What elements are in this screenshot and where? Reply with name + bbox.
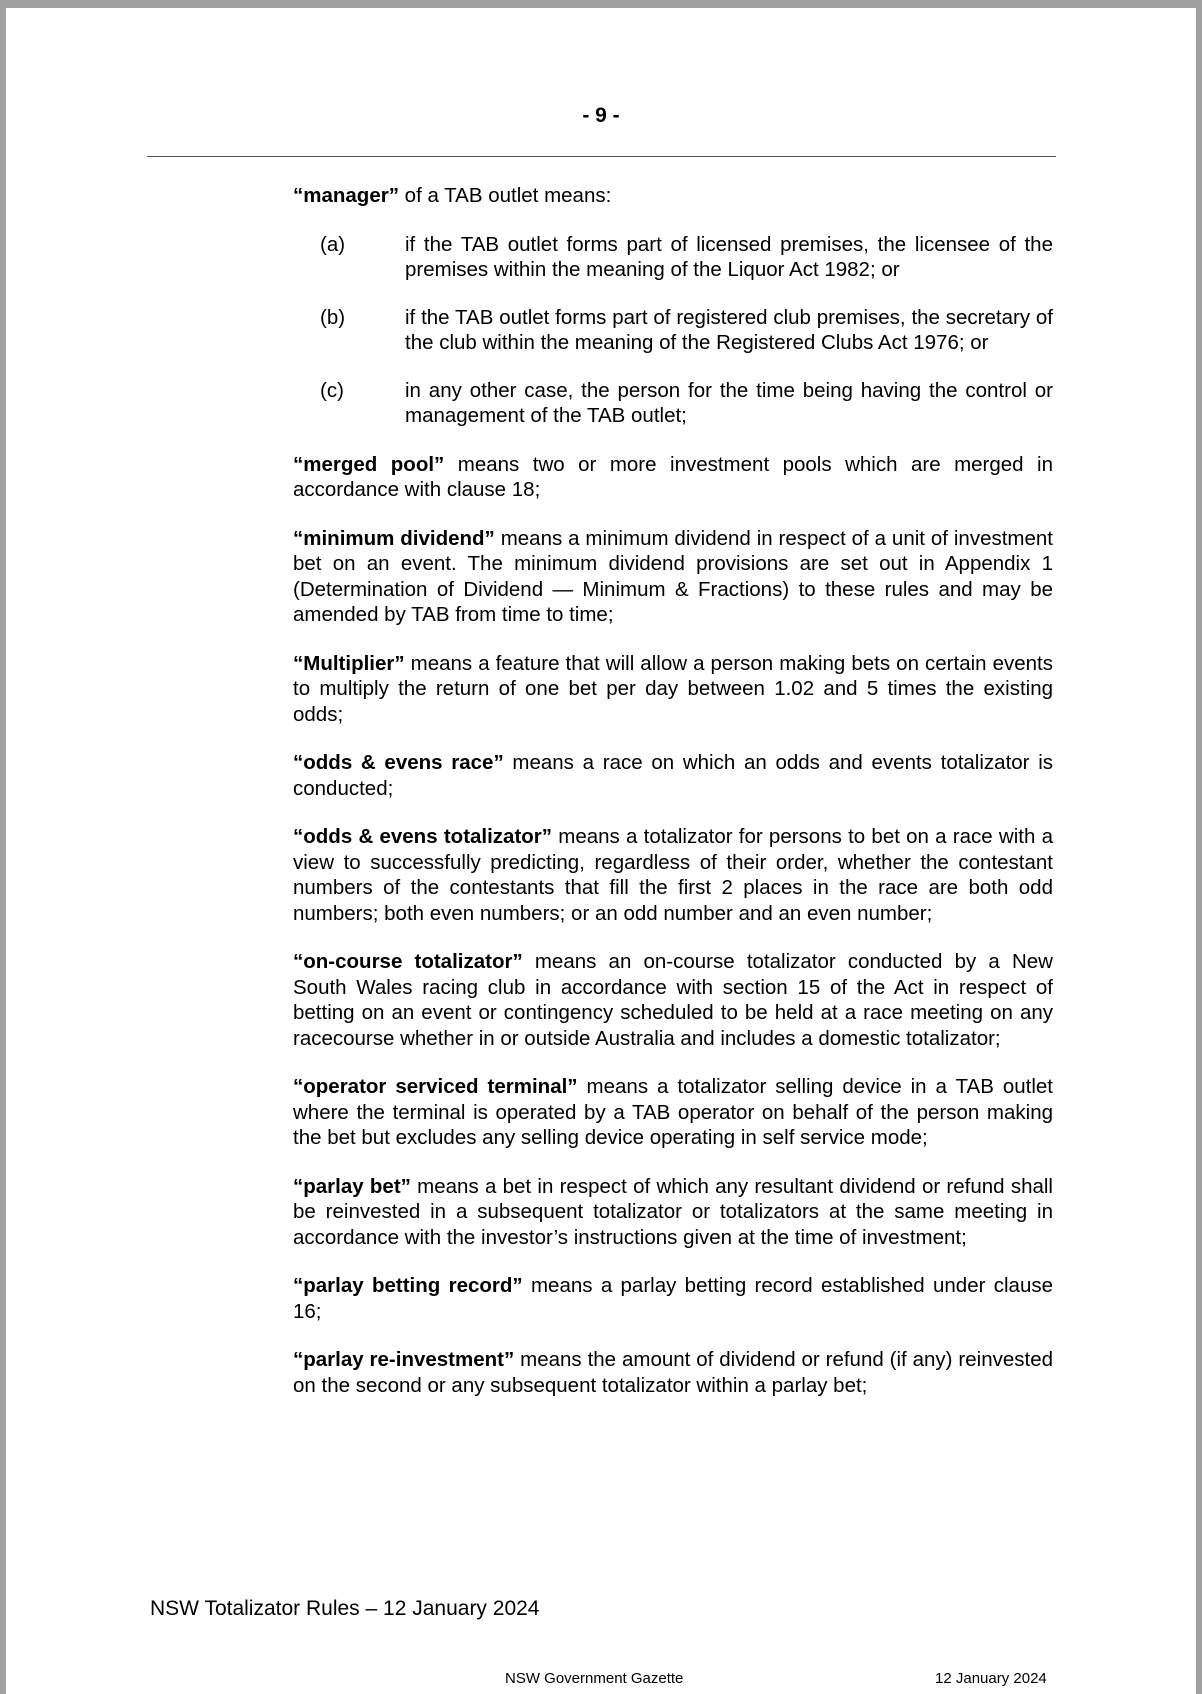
item-label: (a) — [320, 232, 346, 256]
item-text: if the TAB outlet forms part of registered club premises, the secretary of the club within the meaning of the Registered Clubs Act 1976; or — [405, 305, 1053, 354]
definition-term: “minimum dividend” — [293, 526, 495, 550]
page-number: - 9 - — [582, 104, 620, 127]
definition-parlay-bet — [293, 1174, 1053, 1251]
definition-term: “parlay re-investment” — [293, 1348, 515, 1371]
definition-term: “parlay bet” — [293, 1174, 411, 1198]
definition-text: means a parlay betting record established under clause 16; — [293, 1274, 1053, 1323]
definition-text: means a totalizator selling device in a TAB outlet where the terminal is operated by a TAB operator on behalf of the person making the bet but excludes any selling device operating in self service mode; — [293, 1075, 1053, 1149]
list-item — [320, 305, 1053, 356]
gazette-date: 12 January 2024 — [935, 1670, 1047, 1687]
definition-term: “merged pool” — [293, 452, 445, 476]
item-label: (b) — [320, 305, 346, 329]
list-item — [320, 232, 1053, 283]
definition-text: means an on-course totalizator conducted by a New South Wales racing club in accordance with section 15 of the Act in respect of betting on an event or contingency scheduled to be held at a race meeting on any racecourse whether in or outside Australia and includes a domestic totalizator; — [293, 950, 1053, 1050]
definition-operator-serviced-terminal — [293, 1074, 1053, 1151]
document-body — [293, 183, 1053, 1421]
definition-text: means the amount of dividend or refund (if any) reinvested on the second or any subsequent totalizator within a parlay bet; — [293, 1348, 1053, 1397]
list-item — [320, 378, 1053, 429]
definition-minimum-dividend — [293, 526, 1053, 628]
definition-multiplier — [293, 651, 1053, 728]
definition-on-course-totalizator — [293, 949, 1053, 1051]
definition-text: means a feature that will allow a person making bets on certain events to multiply the return of one bet per day between 1.02 and 5 times the existing odds; — [293, 651, 1053, 726]
definition-manager — [293, 183, 1053, 209]
item-text: in any other case, the person for the time being having the control or management of the TAB outlet; — [405, 378, 1053, 427]
header-rule — [147, 156, 1056, 157]
definition-parlay-re-investment — [293, 1347, 1053, 1398]
item-text: if the TAB outlet forms part of licensed premises, the licensee of the premises within the meaning of the Liquor Act 1982; or — [405, 232, 1053, 281]
definition-merged-pool — [293, 452, 1053, 503]
definition-text: means a minimum dividend in respect of a unit of investment bet on an event. The minimum dividend provisions are set out in Appendix 1 (Determination of Dividend — Minimum & Fractions) to these rules and may be amended by TAB from time to time; — [293, 526, 1053, 626]
definition-term: “operator serviced terminal” — [293, 1075, 578, 1098]
definition-term: “odds & evens totalizator” — [293, 825, 553, 848]
definition-text: means a bet in respect of which any resultant dividend or refund shall be reinvested in a subsequent totalizator or totalizators at the same meeting in accordance with the investor’s instructions given at the time of investment; — [293, 1174, 1053, 1249]
definition-term: “parlay betting record” — [293, 1274, 523, 1297]
item-label: (c) — [320, 378, 344, 402]
definition-term: “manager” — [293, 184, 399, 207]
definition-text: means two or more investment pools which are merged in accordance with clause 18; — [293, 452, 1053, 501]
document-footer: NSW Totalizator Rules – 12 January 2024 — [150, 1597, 540, 1620]
definition-term: “odds & evens race” — [293, 751, 504, 774]
definition-text: means a totalizator for persons to bet on a race with a view to successfully predicting, regardless of their order, whether the contestant numbers of the contestants that fill the first 2 places in the race are both odd numbers; both even numbers; or an odd number and an even number; — [293, 825, 1054, 925]
definition-text: of a TAB outlet means: — [398, 184, 612, 207]
definition-text: means a race on which an odds and events totalizator is conducted; — [293, 751, 1054, 800]
definition-odds-evens-totalizator — [293, 824, 1053, 926]
definition-parlay-betting-record — [293, 1273, 1053, 1324]
definition-odds-evens-race — [293, 750, 1053, 801]
definition-term: “Multiplier” — [293, 651, 405, 675]
gazette-name: NSW Government Gazette — [505, 1670, 684, 1687]
definition-term: “on-course totalizator” — [293, 950, 523, 973]
manager-item-list — [320, 232, 1053, 429]
